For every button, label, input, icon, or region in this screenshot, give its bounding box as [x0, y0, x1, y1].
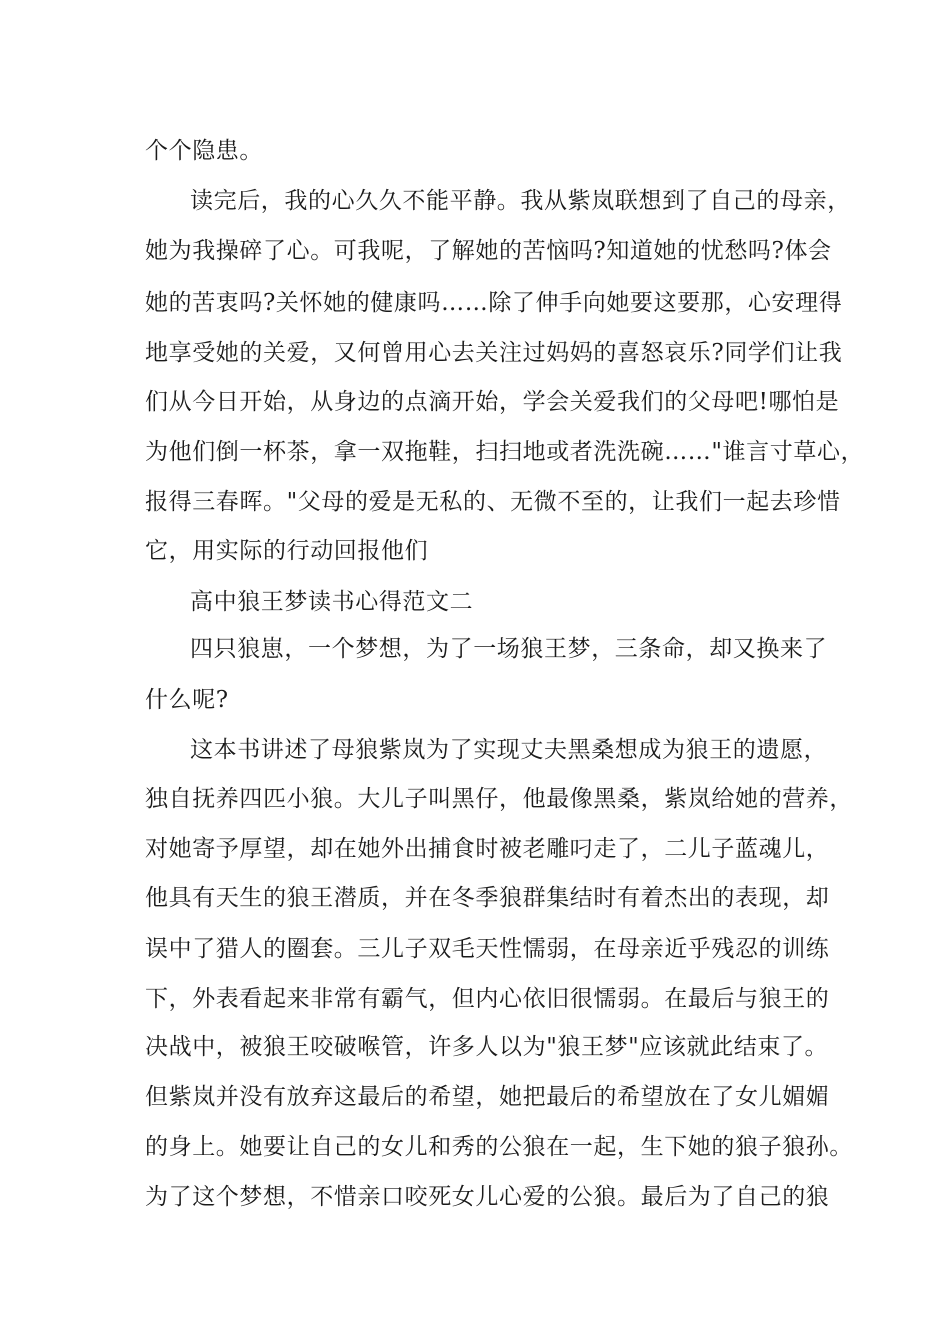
text-line: 他具有天生的狼王潜质，并在冬季狼群集结时有着杰出的表现，却 — [145, 885, 830, 911]
text-line: 独自抚养四匹小狼。大儿子叫黑仔，他最像黑桑，紫岚给她的营养， — [145, 786, 853, 812]
text-line: 这本书讲述了母狼紫岚为了实现丈夫黑桑想成为狼王的遗愿， — [190, 737, 828, 763]
text-line: 地享受她的关爱，又何曾用心去关注过妈妈的喜怒哀乐?同学们让我 — [145, 340, 843, 366]
text-line: 她的苦衷吗?关怀她的健康吗……除了伸手向她要这要那，心安理得 — [145, 290, 843, 316]
text-line: 误中了猎人的圈套。三儿子双毛天性懦弱，在母亲近乎残忍的训练 — [145, 936, 830, 962]
text-line: 下，外表看起来非常有霸气，但内心依旧很懦弱。在最后与狼王的 — [145, 986, 830, 1012]
text-line: 决战中，被狼王咬破喉管，许多人以为"狼王梦"应该就此结束了。 — [145, 1034, 829, 1060]
text-line: 但紫岚并没有放弃这最后的希望，她把最后的希望放在了女儿媚媚 — [145, 1084, 830, 1110]
text-line: 为他们倒一杯茶，拿一双拖鞋，扫扫地或者洗洗碗……"谁言寸草心， — [145, 439, 865, 465]
text-line: 四只狼崽，一个梦想，为了一场狼王梦，三条命，却又换来了 — [190, 636, 828, 662]
text-line: 为了这个梦想，不惜亲口咬死女儿心爱的公狼。最后为了自己的狼 — [145, 1184, 830, 1210]
text-line: 个个隐患。 — [145, 138, 263, 164]
text-line: 报得三春晖。"父母的爱是无私的、无微不至的，让我们一起去珍惜 — [145, 489, 841, 515]
text-line: 对她寄予厚望，却在她外出捕食时被老雕叼走了，二儿子蓝魂儿， — [145, 836, 830, 862]
text-line: 她为我操碎了心。可我呢，了解她的苦恼吗?知道她的忧愁吗?体会 — [145, 238, 832, 264]
text-line: 读完后，我的心久久不能平静。我从紫岚联想到了自己的母亲， — [190, 188, 851, 214]
text-line: 它，用实际的行动回报他们 — [145, 538, 429, 564]
section-heading: 高中狼王梦读书心得范文二 — [190, 589, 474, 615]
text-line: 的身上。她要让自己的女儿和秀的公狼在一起，生下她的狼子狼孙。 — [145, 1134, 853, 1160]
text-line: 什么呢? — [145, 687, 229, 713]
text-line: 们从今日开始，从身边的点滴开始，学会关爱我们的父母吧!哪怕是 — [145, 389, 840, 415]
